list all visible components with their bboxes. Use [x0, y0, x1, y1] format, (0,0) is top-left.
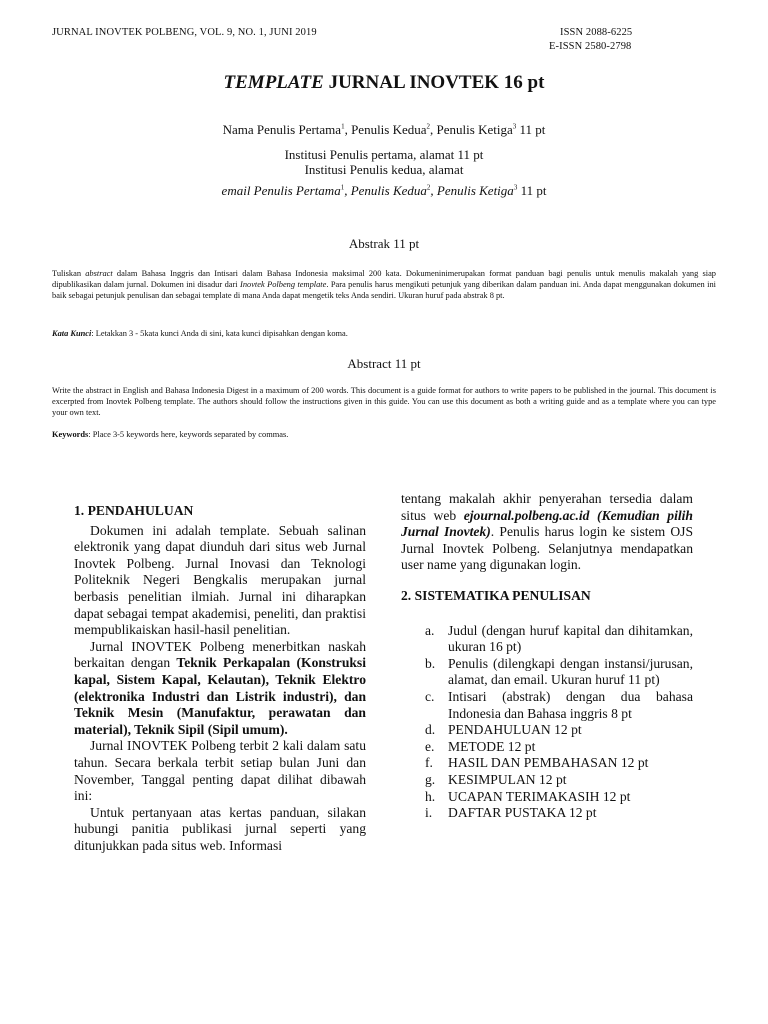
- abstrak-text-1: Tuliskan: [52, 269, 86, 278]
- email-1: email Penulis Pertama: [221, 183, 341, 198]
- section-2-list: [425, 623, 693, 822]
- email-1-sup: 1: [340, 183, 345, 192]
- institution-1: Institusi Penulis pertama, alamat 11 pt: [284, 147, 484, 162]
- list-item-text: UCAPAN TERIMAKASIH 12 pt: [448, 788, 631, 804]
- author-1-sup: 1: [341, 122, 345, 131]
- list-item: [425, 772, 693, 789]
- author-2: , Penulis Kedua: [344, 122, 427, 137]
- author-3: , Penulis Ketiga: [430, 122, 513, 137]
- section-1-heading: 1. PENDAHULUAN: [74, 503, 194, 518]
- abstract-body: Write the abstract in English and Bahasa Indonesia Digest in a maximum of 200 words. This document is a guide format for authors to write papers to be published in the journal. This document is excerpted from Inovtek Polbeng template. The authors should follow the instructions given in this guide. You can use this document as both a writing guide and as a template where you can type your own text.: [52, 386, 716, 418]
- abstrak-italic-2: Inovtek Polbeng template: [240, 280, 327, 290]
- list-item: [425, 739, 693, 756]
- left-column: [74, 503, 366, 854]
- email-3: , Penulis Ketiga: [430, 183, 514, 198]
- list-item: [425, 623, 693, 656]
- kata-kunci-text: : Letakkan 3 - 5kata kunci Anda di sini, kata kunci dipisahkan dengan koma.: [91, 329, 348, 338]
- list-item-text: METODE 12 pt: [448, 738, 536, 754]
- section-1-paragraph-1: Dokumen ini adalah template. Sebuah salinan elektronik yang dapat diunduh dari situs web Jurnal Inovtek Polbeng. Jurnal Inovasi dan Teknologi Politeknik Negeri Bengkalis merupakan jurnal berbasis penelitian ilmiah. Jurnal ini diharapkan dapat sebagai tempat akademisi, peneliti, dan praktisi mempublikaiskan hasil-hasil penelitian.: [74, 522, 366, 638]
- section-1-paragraph-2-text: Jurnal INOVTEK Polbeng menerbitkan naskah berkaitan dengan: [74, 638, 366, 671]
- keywords-label: Keywords: [52, 430, 89, 439]
- list-marker: c.: [425, 688, 435, 704]
- list-item: [425, 656, 693, 689]
- abstract-heading: Abstract 11 pt: [347, 356, 421, 371]
- list-marker: f.: [425, 755, 433, 771]
- list-marker: a.: [425, 622, 435, 638]
- list-marker: h.: [425, 788, 436, 804]
- section-1-paragraph-4: Untuk pertanyaan atas kertas panduan, silakan hubungi panitia publikasi jurnal seperti yang ditunjukkan pada situs web. Informasi: [74, 804, 366, 853]
- list-item-text: PENDAHULUAN 12 pt: [448, 722, 582, 738]
- author-2-sup: 2: [426, 122, 431, 131]
- title-italic: TEMPLATE: [223, 72, 324, 93]
- list-item: [425, 755, 693, 772]
- list-marker: i.: [425, 805, 433, 821]
- list-item: [425, 722, 693, 739]
- keywords-text: : Place 3-5 keywords here, keywords separated by commas.: [88, 430, 289, 439]
- kata-kunci: [52, 328, 716, 339]
- list-item-text: Penulis (dilengkapi dengan instansi/jurusan, alamat, dan email. Ukuran huruf 11 pt): [448, 655, 693, 688]
- eissn: E-ISSN 2580-2798: [549, 41, 632, 52]
- continued-text-1: tentang makalah akhir penyerahan tersedia dalam situs web: [401, 491, 693, 523]
- abstrak-italic-1: abstract: [85, 269, 113, 278]
- continued-text-2: . Penulis harus login ke sistem OJS Jurnal Inovtek Polbeng. Selanjutnya mendapatkan user name yang digunakan login.: [401, 524, 693, 573]
- title-rest: JURNAL INOVTEK 16 pt: [323, 72, 545, 93]
- list-marker: e.: [425, 738, 435, 754]
- list-marker: b.: [425, 655, 436, 671]
- abstrak-body: [52, 268, 716, 302]
- list-item: [425, 805, 693, 822]
- email-2: , Penulis Kedua: [344, 183, 427, 198]
- kata-kunci-label: Kata Kunci: [52, 329, 92, 338]
- issn: ISSN 2088-6225: [560, 27, 633, 38]
- section-1-paragraph-3: Jurnal INOVTEK Polbeng terbit 2 kali dalam satu tahun. Secara berkala terbit setiap bulan Juni dan November, Tanggal penting dapat dilihat dibawah ini:: [74, 738, 366, 804]
- list-marker: g.: [425, 771, 436, 787]
- abstrak-text-2: dalam Bahasa Inggris dan Intisari dalam Bahasa Indonesia maksimal 200 kata. Dokumeninimerupakan format panduan bagi penulis untuk menulis makalah yang siap dipublikasikan dalam jurnal. Dokumen ini disadur dari: [52, 269, 716, 290]
- list-item-text: Intisari (abstrak) dengan dua bahasa Indonesia dan Bahasa inggris 8 pt: [448, 688, 693, 721]
- section-2-heading: 2. SISTEMATIKA PENULISAN: [401, 587, 591, 603]
- email-3-sup: 3: [513, 183, 518, 192]
- list-item: [425, 789, 693, 806]
- abstrak-heading: Abstrak 11 pt: [348, 236, 420, 251]
- list-item: [425, 689, 693, 722]
- author-3-sup: 3: [512, 122, 517, 131]
- right-column: [401, 491, 693, 822]
- emails-line: [0, 183, 768, 199]
- list-item-text: Judul (dengan huruf kapital dan dihitamkan, ukuran 16 pt): [448, 622, 693, 655]
- list-item-text: KESIMPULAN 12 pt: [448, 771, 567, 787]
- abstrak-text-3: . Para penulis harus mengikuti petunjuk yang diberikan dalam panduan ini. Anda dapat menggunakan dokumen ini baik sebagai petunjuk penulisan dan sebagai template di mana Anda dapat mengetik teks Anda sendiri. Ukuran huruf pada abstrak 8 pt.: [52, 280, 717, 301]
- section-1-paragraph-4-continued: [401, 491, 693, 574]
- section-1-paragraph-2: [74, 639, 366, 739]
- author-1: Nama Penulis Pertama: [222, 122, 342, 137]
- authors-size: 11 pt: [516, 122, 546, 137]
- list-item-text: DAFTAR PUSTAKA 12 pt: [448, 805, 597, 821]
- keywords: [52, 429, 716, 440]
- paper-title: [0, 72, 768, 94]
- section-1-paragraph-2-bold: Teknik Perkapalan (Konstruksi kapal, Sistem Kapal, Kelautan), Teknik Elektro (elektronika Industri dan Listrik industri), dan Teknik Mesin (Manufaktur, perawatan dan material), Teknik Sipil (Sipil umum).: [74, 655, 367, 737]
- institution-2: Institusi Penulis kedua, alamat: [304, 162, 464, 177]
- list-marker: d.: [425, 722, 436, 738]
- ejournal-link[interactable]: ejournal.polbeng.ac.id (Kemudian pilih Jurnal Inovtek): [401, 507, 693, 540]
- authors-line: [0, 122, 768, 138]
- emails-size: 11 pt: [517, 183, 547, 198]
- journal-header: JURNAL INOVTEK POLBENG, VOL. 9, NO. 1, JUNI 2019: [52, 27, 317, 38]
- email-2-sup: 2: [426, 183, 431, 192]
- list-item-text: HASIL DAN PEMBAHASAN 12 pt: [448, 755, 649, 771]
